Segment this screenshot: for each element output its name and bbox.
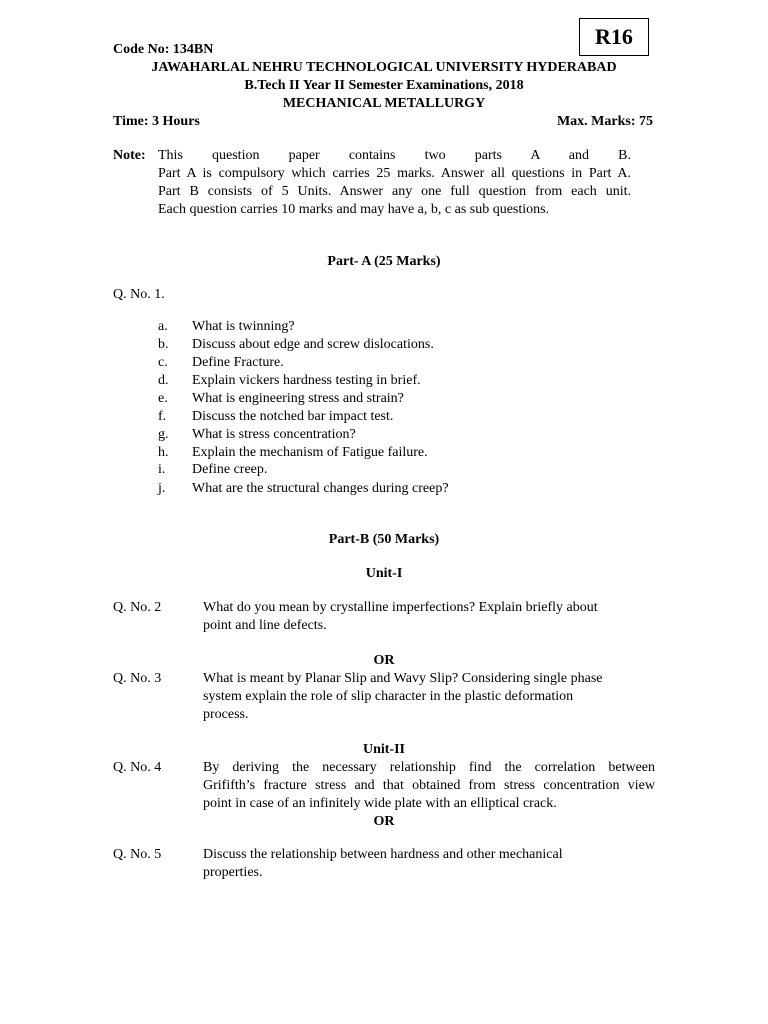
item-text: Discuss the notched bar impact test. [192,409,394,424]
item-letter: b. [158,337,169,352]
unit-2-heading: Unit-II [362,742,405,757]
item-text: What is stress concentration? [192,427,356,442]
note-text [158,147,631,219]
question-5-text [203,846,655,882]
code-number: Code No: 134BN [113,42,214,57]
exam-title: B.Tech II Year II Semester Examinations, 2018 [244,78,524,93]
question-line: What is meant by Planar Slip and Wavy Slip? Considering single phase [203,671,603,686]
item-text: Explain the mechanism of Fatigue failure. [192,445,428,460]
question-line: point and line defects. [203,618,327,633]
item-text: What are the structural changes during creep? [192,481,449,496]
university-name: JAWAHARLAL NEHRU TECHNOLOGICAL UNIVERSITY HYDERABAD [151,60,617,75]
item-text: Explain vickers hardness testing in brief. [192,373,421,388]
question-line: system explain the role of slip character in the plastic deformation [203,689,574,704]
question-1-label: Q. No. 1. [113,287,165,302]
question-line: point in case of an infinitely wide plate with an elliptical crack. [203,796,557,811]
item-letter: i. [158,462,166,477]
item-letter: h. [158,445,169,460]
question-line: Discuss the relationship between hardness and other mechanical [203,847,563,862]
question-4-label: Q. No. 4 [113,760,162,775]
or-separator: OR [373,653,395,668]
item-text: Discuss about edge and screw dislocations. [192,337,434,352]
question-3-text [203,670,655,724]
item-text: Define creep. [192,462,268,477]
item-text: Define Fracture. [192,355,284,370]
question-line: process. [203,707,249,722]
subject-title: MECHANICAL METALLURGY [282,96,486,111]
note-label: Note: [113,148,146,163]
question-2-text [203,599,655,635]
item-letter: e. [158,391,168,406]
note-line: Part A is compulsory which carries 25 marks. Answer all questions in Part A. [158,166,631,181]
note-line: Part B consists of 5 Units. Answer any one full question from each unit. [158,184,631,199]
part-b-title: Part-B (50 Marks) [328,532,440,547]
item-letter: f. [158,409,167,424]
question-line: properties. [203,865,263,880]
item-text: What is engineering stress and strain? [192,391,404,406]
exam-time: Time: 3 Hours [113,114,200,129]
item-letter: j. [158,481,166,496]
item-letter: g. [158,427,169,442]
question-line: Grififth’s fracture stress and that obtained from stress concentration view [203,778,655,793]
unit-1-heading: Unit-I [365,566,403,581]
max-marks: Max. Marks: 75 [556,114,653,129]
regulation-code-box: R16 [579,18,649,56]
item-letter: d. [158,373,169,388]
item-text: What is twinning? [192,319,295,334]
part-a-title: Part- A (25 Marks) [327,254,441,269]
question-3-label: Q. No. 3 [113,671,162,686]
question-line: What do you mean by crystalline imperfections? Explain briefly about [203,600,598,615]
question-line: By deriving the necessary relationship find the correlation between [203,760,655,775]
or-separator: OR [373,814,395,829]
question-4-text [203,759,655,813]
item-letter: c. [158,355,168,370]
item-letter: a. [158,319,168,334]
question-2-label: Q. No. 2 [113,600,162,615]
note-line: Each question carries 10 marks and may have a, b, c as sub questions. [158,202,550,217]
question-5-label: Q. No. 5 [113,847,162,862]
note-line: This question paper contains two parts A and B. [158,148,631,163]
